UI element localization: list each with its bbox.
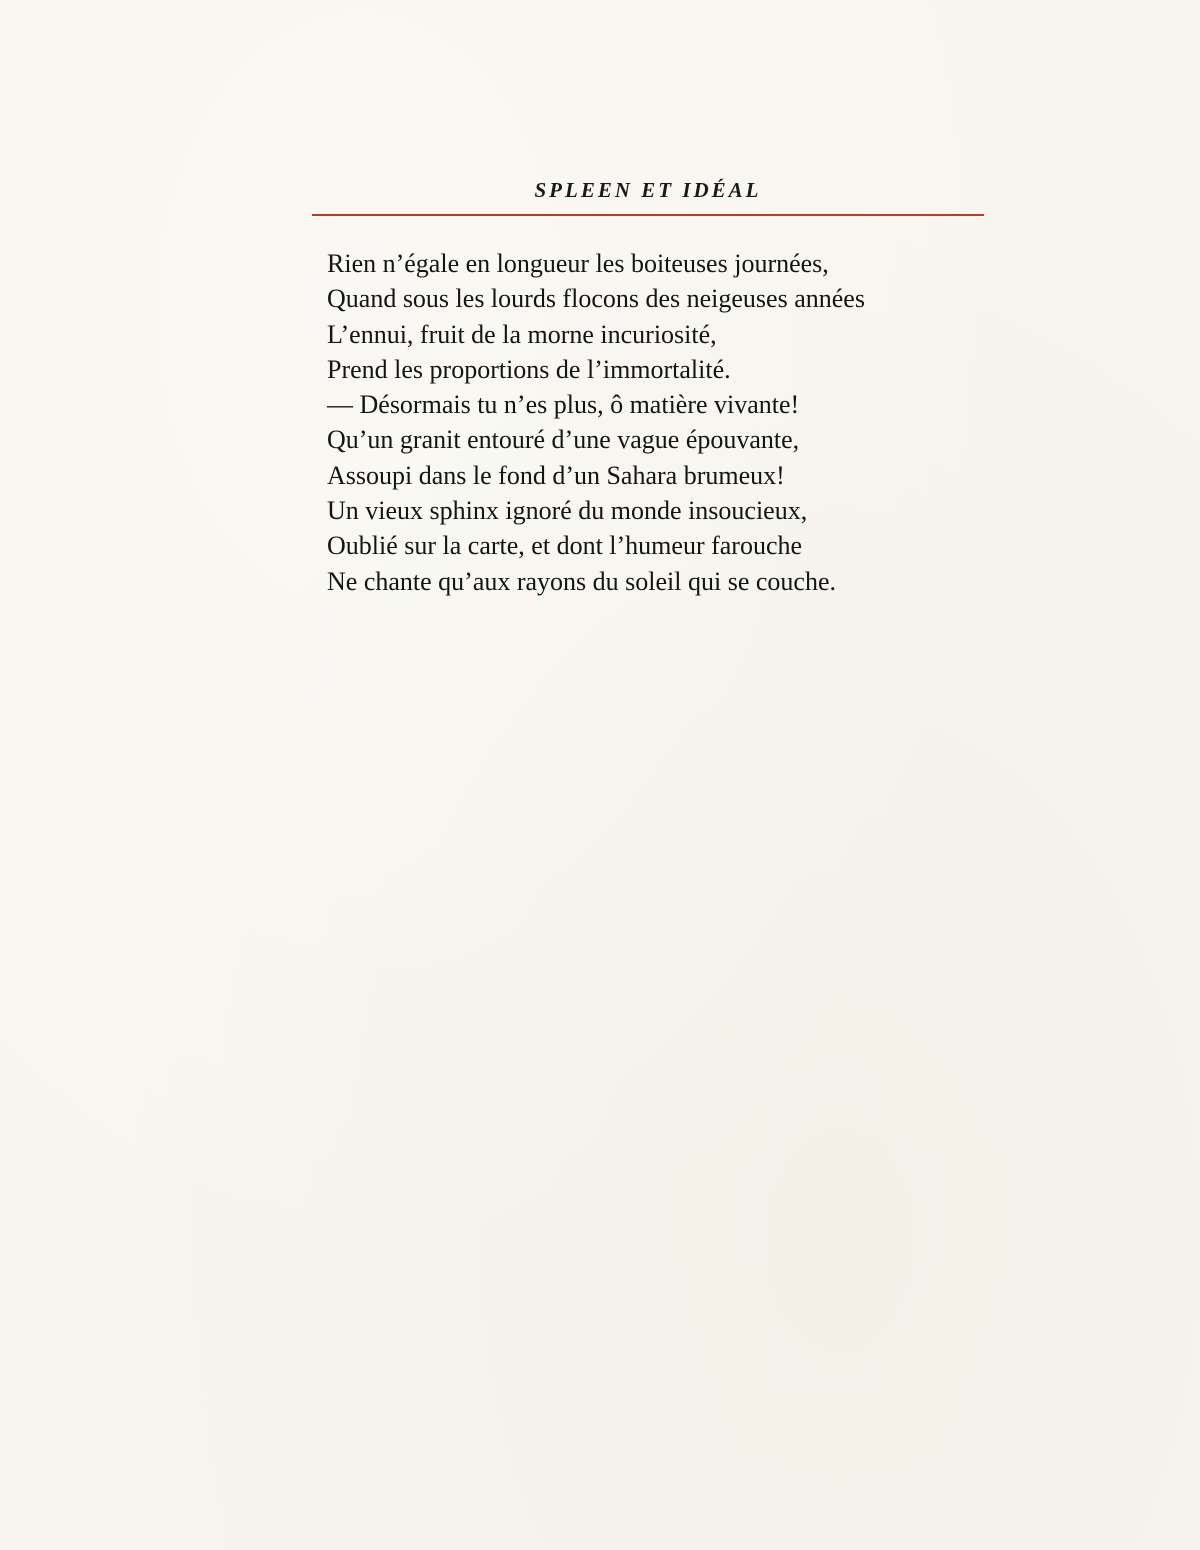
verse-line: Rien n’égale en longueur les boiteuses journées, [327,249,829,278]
verse-line: L’ennui, fruit de la morne incuriosité, [327,319,717,349]
verse-line: Quand sous les lourds flocons des neigeuses années [327,284,865,314]
header-rule [312,214,984,216]
verse-line: — Désormais tu n’es plus, ô matière vivante! [327,390,800,420]
verse-line: Ne chante qu’aux rayons du soleil qui se couche. [327,566,837,596]
verse-line: Un vieux sphinx ignoré du monde insoucieux, [327,496,808,526]
poem-stanza [327,246,987,599]
verse-line: Oublié sur la carte, et dont l’humeur farouche [327,531,803,561]
verse-line: Assoupi dans le fond d’un Sahara brumeux! [327,460,785,490]
running-head: SPLEEN ET IDÉAL [534,178,762,202]
verse-line: Qu’un granit entouré d’une vague épouvante, [327,425,800,455]
verse-line: Prend les proportions de l’immortalité. [327,354,731,384]
